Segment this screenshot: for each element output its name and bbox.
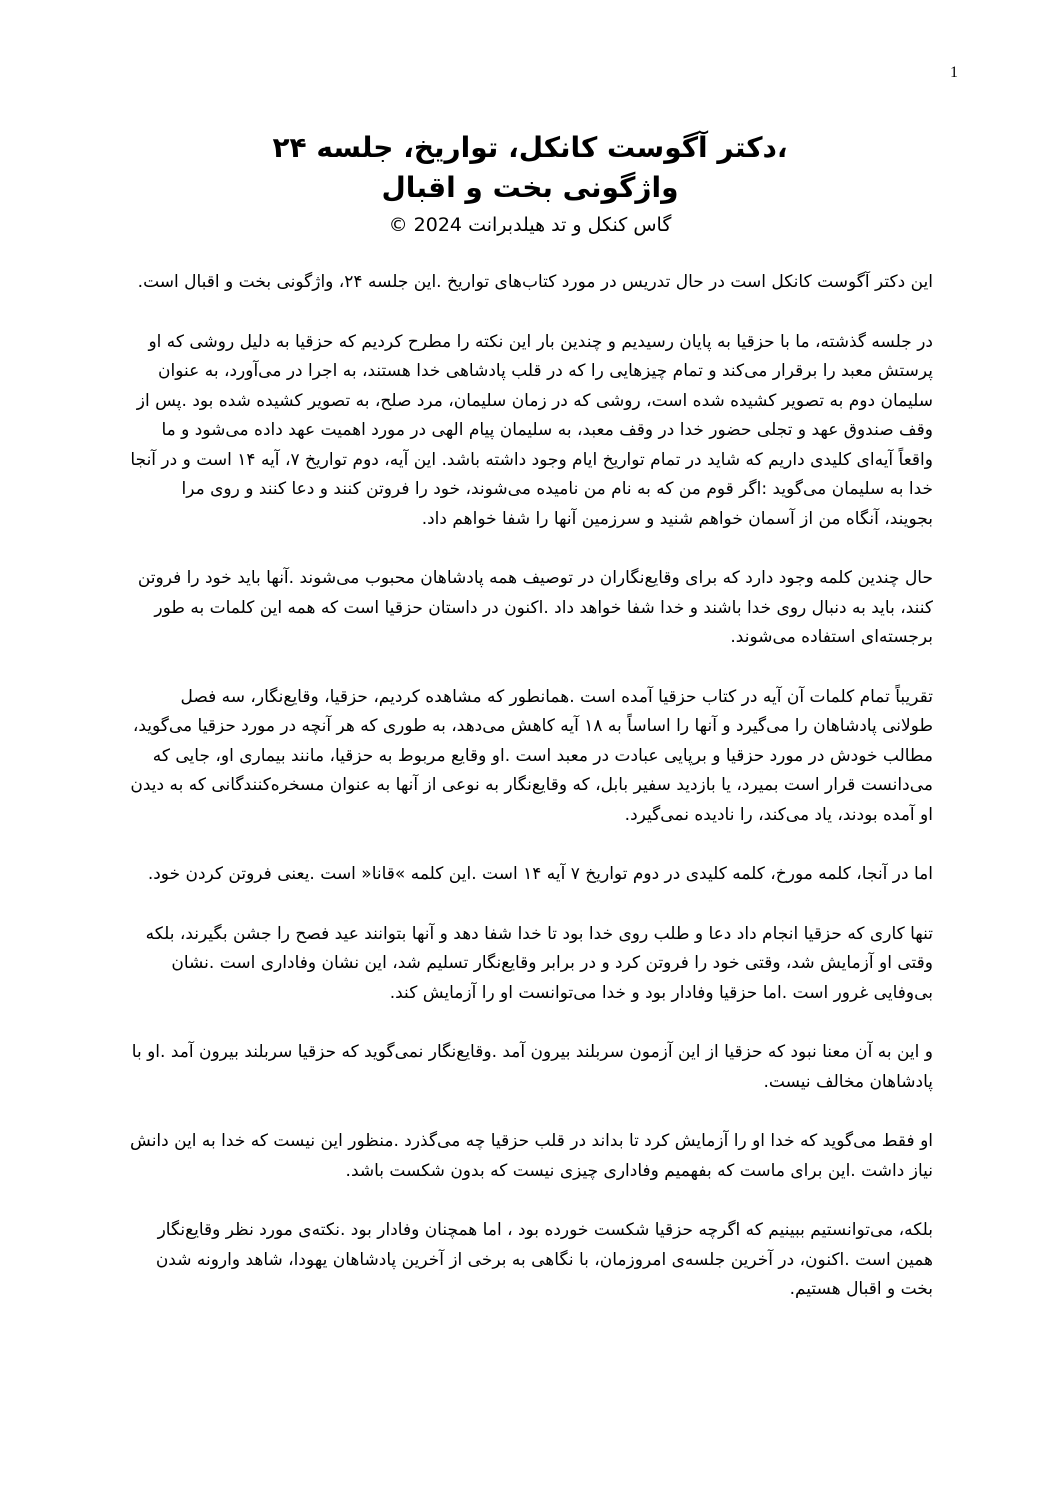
paragraph: در جلسه گذشته، ما با حزقیا به پایان رسیدیم و چندین بار این نکته را مطرح کردیم که حزقیا به دلیل روشی که او پرستش معبد را برقرار می‌کند و تمام چیزهایی را که در قلب پادشاهی خدا هستند، به اجرا در می‌آورد، به عنوان سلیمان دوم به تصویر کشیده شده است، روشی که در زمان سلیمان، مرد صلح، به تصویر کشیده شده بود .پس از وقف صندوق عهد و تجلی حضور خدا در وقف معبد، به سلیمان پیام الهی در مورد اهمیت عهد داده می‌شود و ما واقعاً آیه‌ای کلیدی داریم که شاید در تمام تواریخ ایام وجود داشته باشد. این آیه، دوم تواریخ ۷، آیه ۱۴ است و در آنجا خدا به سلیمان می‌گوید :اگر قوم من که به نام من نامیده می‌شوند، خود را فروتن کنند و دعا کنند و روی مرا بجویند، آنگاه من از آسمان خواهم شنید و سرزمین آنها را شفا خواهم داد. [130, 331, 933, 529]
paragraph: حال چندین کلمه وجود دارد که برای وقایع‌نگاران در توصیف همه پادشاهان محبوب می‌شوند .آنها باید خود را فروتن کنند، باید به دنبال روی خدا باشند و خدا شفا خواهد داد .اکنون در داستان حزقیا است که همه این کلمات به طور برجسته‌ای استفاده می‌شوند. [137, 568, 933, 647]
paragraph: تقریباً تمام کلمات آن آیه در کتاب حزقیا آمده است .همانطور که مشاهده کردیم، حزقیا، وقایع‌نگار، سه فصل طولانی پادشاهان را می‌گیرد و آنها را اساساً به ۱۸ آیه کاهش می‌دهد، به طوری که هر آنچه در مورد حزقیا می‌گوید، مطالب خودش در مورد حزقیا و برپایی عبادت در معبد است .او وقایع مربوط به حزقیا، مانند بیماری او، جایی که می‌دانست قرار است بمیرد، یا بازدید سفیر بابل، که وقایع‌نگار به نوعی از آنها به عنوان مسخره‌کنندگانی که به دیدن او آمده بودند، یاد می‌کند، را نادیده نمی‌گیرد. [130, 686, 933, 825]
paragraph: این دکتر آگوست کانکل است در حال تدریس در مورد کتاب‌های تواریخ .این جلسه ۲۴، واژگونی بخت و اقبال است. [137, 272, 933, 292]
paragraph: اما در آنجا، کلمه مورخ، کلمه کلیدی در دوم تواریخ ۷ آیه ۱۴ است .این کلمه »قانا« است .یعنی فروتن کردن خود. [147, 864, 933, 884]
copyright-subtitle: گاس کنکل و تد هیلدبرانت 2024 © [388, 214, 672, 236]
paragraph: او فقط می‌گوید که خدا او را آزمایش کرد تا بداند در قلب حزقیا چه می‌گذرد .منظور این نیست که خدا به این دانش نیاز داشت .این برای ماست که بفهمیم وفاداری چیزی نیست که بدون شکست باشد. [130, 1131, 933, 1181]
page-number: 1 [950, 64, 958, 81]
document-header [130, 128, 930, 240]
title-line-1: ،دکتر آگوست کانکل، تواریخ، جلسه ۲۴ [272, 131, 788, 164]
paragraph: و این به آن معنا نبود که حزقیا از این آزمون سربلند بیرون آمد .وقایع‌نگار نمی‌گوید که حزقیا سربلند بیرون آمد .او با پادشاهان مخالف نیست. [131, 1042, 933, 1092]
paragraph: بلکه، می‌توانستیم ببینیم که اگرچه حزقیا شکست خورده بود ، اما همچنان وفادار بود .نکته‌ی مورد نظر وقایع‌نگار همین است .اکنون، در آخرین جلسه‌ی امروزمان، با نگاهی به برخی از آخرین پادشاهان یهودا، شاهد وارونه شدن بخت و اقبال هستیم. [155, 1220, 933, 1299]
title-line-2: واژگونی بخت و اقبال [381, 171, 679, 204]
document-body [128, 268, 933, 1335]
paragraph: تنها کاری که حزقیا انجام داد دعا و طلب روی خدا بود تا خدا شفا دهد و آنها بتوانند عید فصح را جشن بگیرند، بلکه وقتی او آزمایش شد، وقتی خود را فروتن کرد و در برابر وقایع‌نگار تسلیم شد، این نشان وفاداری است .نشان بی‌وفایی غرور است .اما حزقیا وفادار بود و خدا می‌توانست او را آزمایش کند. [145, 923, 933, 1003]
